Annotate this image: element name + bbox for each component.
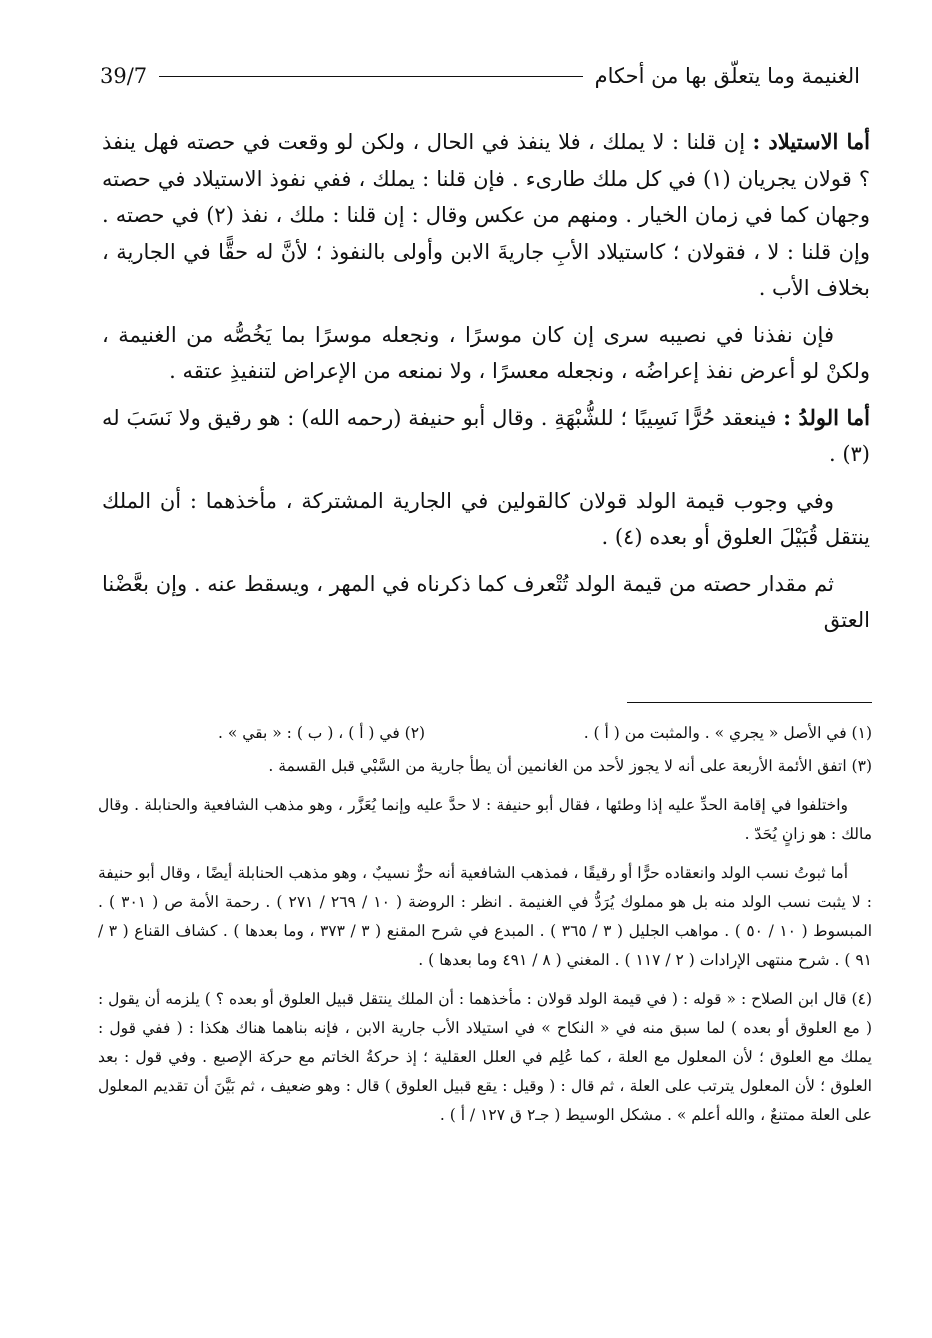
running-title: الغنيمة وما يتعلّق بها من أحكام	[594, 64, 860, 88]
page-number: 39/7	[100, 64, 148, 88]
paragraph-text: إن قلنا : لا يملك ، فلا ينفذ في الحال ، ولكن لو وقعت في حصته فهل ينفذ ؟ قولان يجريان (١) في كل ملك طارىء . فإن قلنا : يملك ، ففي نفوذ الاستيلاد في حصته وجهان كما في زمان الخيار . ومنهم من عكس وقال : إن قلنا : ملك ، نفذ (٢) في حصته . وإن قلنا : لا ، فقولان ؛ كاستيلاد الأبِ جاريةَ الابن وأولى بالنفوذ ؛ لأنَّ له حقًّا في الجارية ، بخلاف الأب .	[102, 130, 871, 300]
page-header	[100, 58, 860, 94]
footnote-3: (٣) اتفق الأئمة الأربعة على أنه لا يجوز لأحد من الغانمين أن يطأ جارية من السَّبْي قبل القسمة .	[268, 757, 872, 775]
heading-term: أما الولدُ :	[783, 404, 870, 430]
paragraph-istilad	[102, 124, 870, 307]
footnotes	[98, 718, 872, 1140]
footnote-3-continued: واختلفوا في إقامة الحدِّ عليه إذا وطئها ، فقال أبو حنيفة : لا حدَّ عليه وإنما يُعَزَّر ، وهو مذهب الشافعية والحنابلة . وقال مالك : هو زانٍ يُحَدّ .	[98, 796, 872, 843]
paragraph-text: فينعقد حُرًّا نَسِيبًا ؛ للشُّبْهَةِ . وقال أبو حنيفة (رحمه الله) : هو رقيق ولا نَسَبَ له (٣) .	[102, 405, 870, 466]
footnote-separator	[627, 702, 872, 703]
paragraph-qima: وفي وجوب قيمة الولد قولان كالقولين في الجارية المشتركة ، مأخذهما : أن الملك ينتقل قُبَيْلَ العلوق أو بعده (٤) .	[102, 488, 870, 549]
paragraph-nafadh: فإن نفذنا في نصيبه سرى إن كان موسرًا ، ونجعله موسرًا بما يَخُصُّه من الغنيمة ، ولكنْ لو أعرض نفذ إعراضُه ، ونجعله معسرًا ، ولا نمنعه من الإعراض لتنفيذِ عتقه .	[102, 322, 870, 383]
header-rule	[159, 76, 582, 77]
main-text	[102, 124, 870, 649]
footnote-2: (٢) في ( أ ) ، ( ب ) : « بقي » .	[218, 724, 426, 742]
paragraph-miqdar: ثم مقدار حصته من قيمة الولد تُتْعرف كما ذكرناه في المهر ، ويسقط عنه . وإن بعَّضْنا العتق	[102, 571, 870, 632]
footnote-4: (٤) قال ابن الصلاح : « قوله : ( في قيمة الولد قولان : مأخذهما : أن الملك ينتقل قبيل العلوق أو بعده ؟ ) يلزمه أن يقول : ( مع العلوق أو بعده ) لما سبق منه في « النكاح » في استيلاد الأب جارية الابن ، فإنه بناهما هناك هكذا : ( ففي قول : يملك مع العلوق ؛ لأن المعلول مع العلة ، كما عُلِم في العلل العقلية ؛ إذ حركةُ الخاتم مع حركة الإصبع . وفي قول : بعد العلوق ؛ لأن المعلول يترتب على العلة ، ثم قال : ( وقيل : يقع قبيل العلوق ) قال : وهو ضعيف ، ثم بَيَّنَ أن تقديم المعلول على العلة ممتنعٌ ، والله أعلم » . مشكل الوسيط ( جـ٢ ق ١٢٧ / أ ) .	[98, 990, 872, 1124]
footnote-3-references: أما ثبوتُ نسب الولد وانعقاده حرًّا أو رقيقًا ، فمذهب الشافعية أنه حرٌّ نسيبٌ ، وهو مذهب الحنابلة أيضًا ، وقال أبو حنيفة : لا يثبت نسب الولد منه بل هو مملوك يُرَدُّ في الغنيمة . انظر : الروضة ( ١٠ / ٢٦٩ / ٢٧١ ) . رحمة الأمة ص ( ٣٠١ ) . المبسوط ( ١٠ / ٥٠ ) . مواهب الجليل ( ٣ / ٣٦٥ ) . المبدع في شرح المقنع ( ٣ / ٣٧٣ ، وما بعدها ) . كشاف القناع ( ٣ / ٩١ ) . شرح منتهى الإرادات ( ٢ / ١١٧ ) . المغني ( ٨ / ٤٩١ وما بعدها ) .	[98, 864, 873, 969]
footnote-1: (١) في الأصل « يجري » . والمثبت من ( أ ) .	[583, 724, 872, 742]
footnote-row	[98, 718, 872, 748]
paragraph-walad	[102, 400, 870, 473]
heading-term: أما الاستيلاد :	[752, 129, 870, 154]
